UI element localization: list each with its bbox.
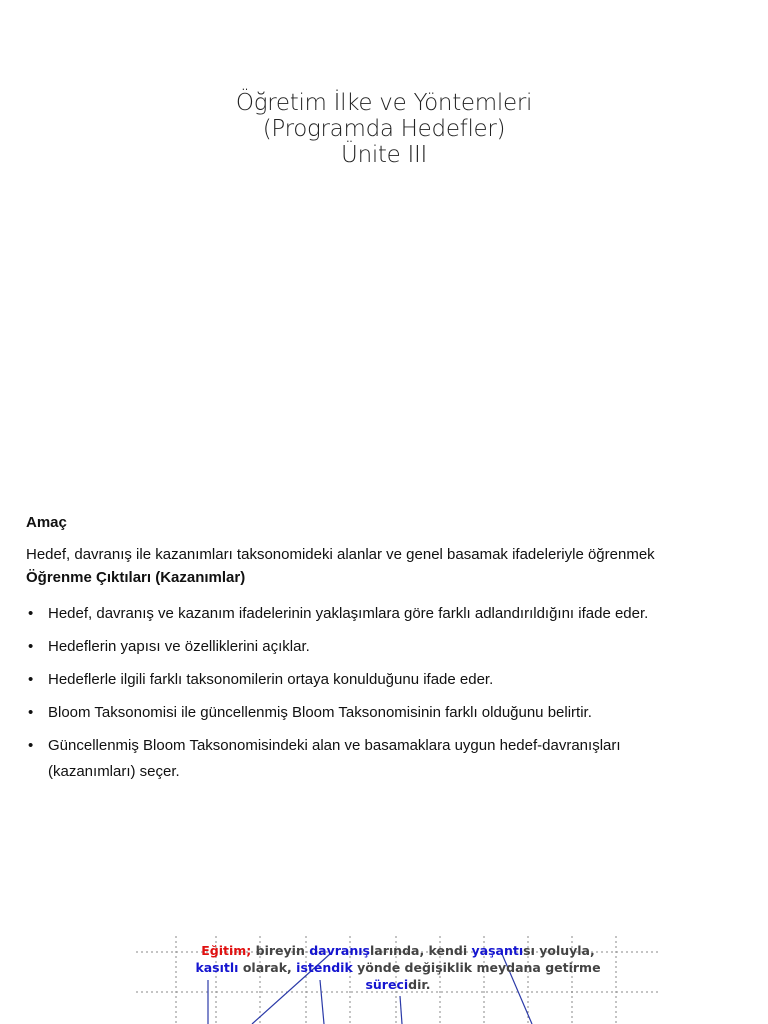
definition-word: bireyin [251,943,310,958]
definition-line-3 [136,976,660,993]
title-line: Ünite III [341,142,427,168]
outcomes-content [26,512,746,792]
definition-line-2 [136,959,660,976]
outcomes-heading: Öğrenme Çıktıları (Kazanımlar) [26,569,246,586]
keyword-davranis: davranış [309,943,370,958]
list-item: • Bloom Taksonomisi ile güncellenmiş Bloom Taksonomisinin farklı olduğunu belirtir. [26,700,746,726]
slide-title [0,90,768,168]
definition-word: dir. [408,977,431,992]
keyword-istendik: istendik [296,960,353,975]
outcomes-list [26,601,746,785]
title-line: (Programda Hedefler) [262,116,506,142]
title-line: Öğretim İlke ve Yöntemleri [235,90,533,116]
definition-word: olarak, [238,960,297,975]
aim-heading: Amaç [26,514,67,531]
list-item: • Hedef, davranış ve kazanım ifadelerinin yaklaşımlara göre farklı adlandırıldığını ifade eder. [26,601,746,627]
definition-word: yönde değişiklik meydana getirme [352,960,601,975]
keyword-yasanti: yaşantı [471,943,524,958]
list-item: • Hedeflerin yapısı ve özelliklerini açıklar. [26,634,746,660]
keyword-egitim: Eğitim; [201,943,252,958]
definition-text [136,942,660,993]
aim-text: Hedef, davranış ile kazanımları taksonomideki alanlar ve genel basamak ifadeleriyle öğrenmek [26,546,655,563]
definition-line-1 [136,942,660,959]
keyword-kasitli: kasıtlı [195,960,239,975]
title-slide [0,0,768,432]
definition-word: larında, kendi [370,943,472,958]
keyword-surec: süreci [365,977,409,992]
list-item: • Güncellenmiş Bloom Taksonomisindeki alan ve basamaklara uygun hedef-davranışları (kazanımları) seçer. [26,733,746,785]
definition-word: sı yoluyla, [523,943,595,958]
list-item: • Hedeflerle ilgili farklı taksonomilerin ortaya konulduğunu ifade eder. [26,667,746,693]
